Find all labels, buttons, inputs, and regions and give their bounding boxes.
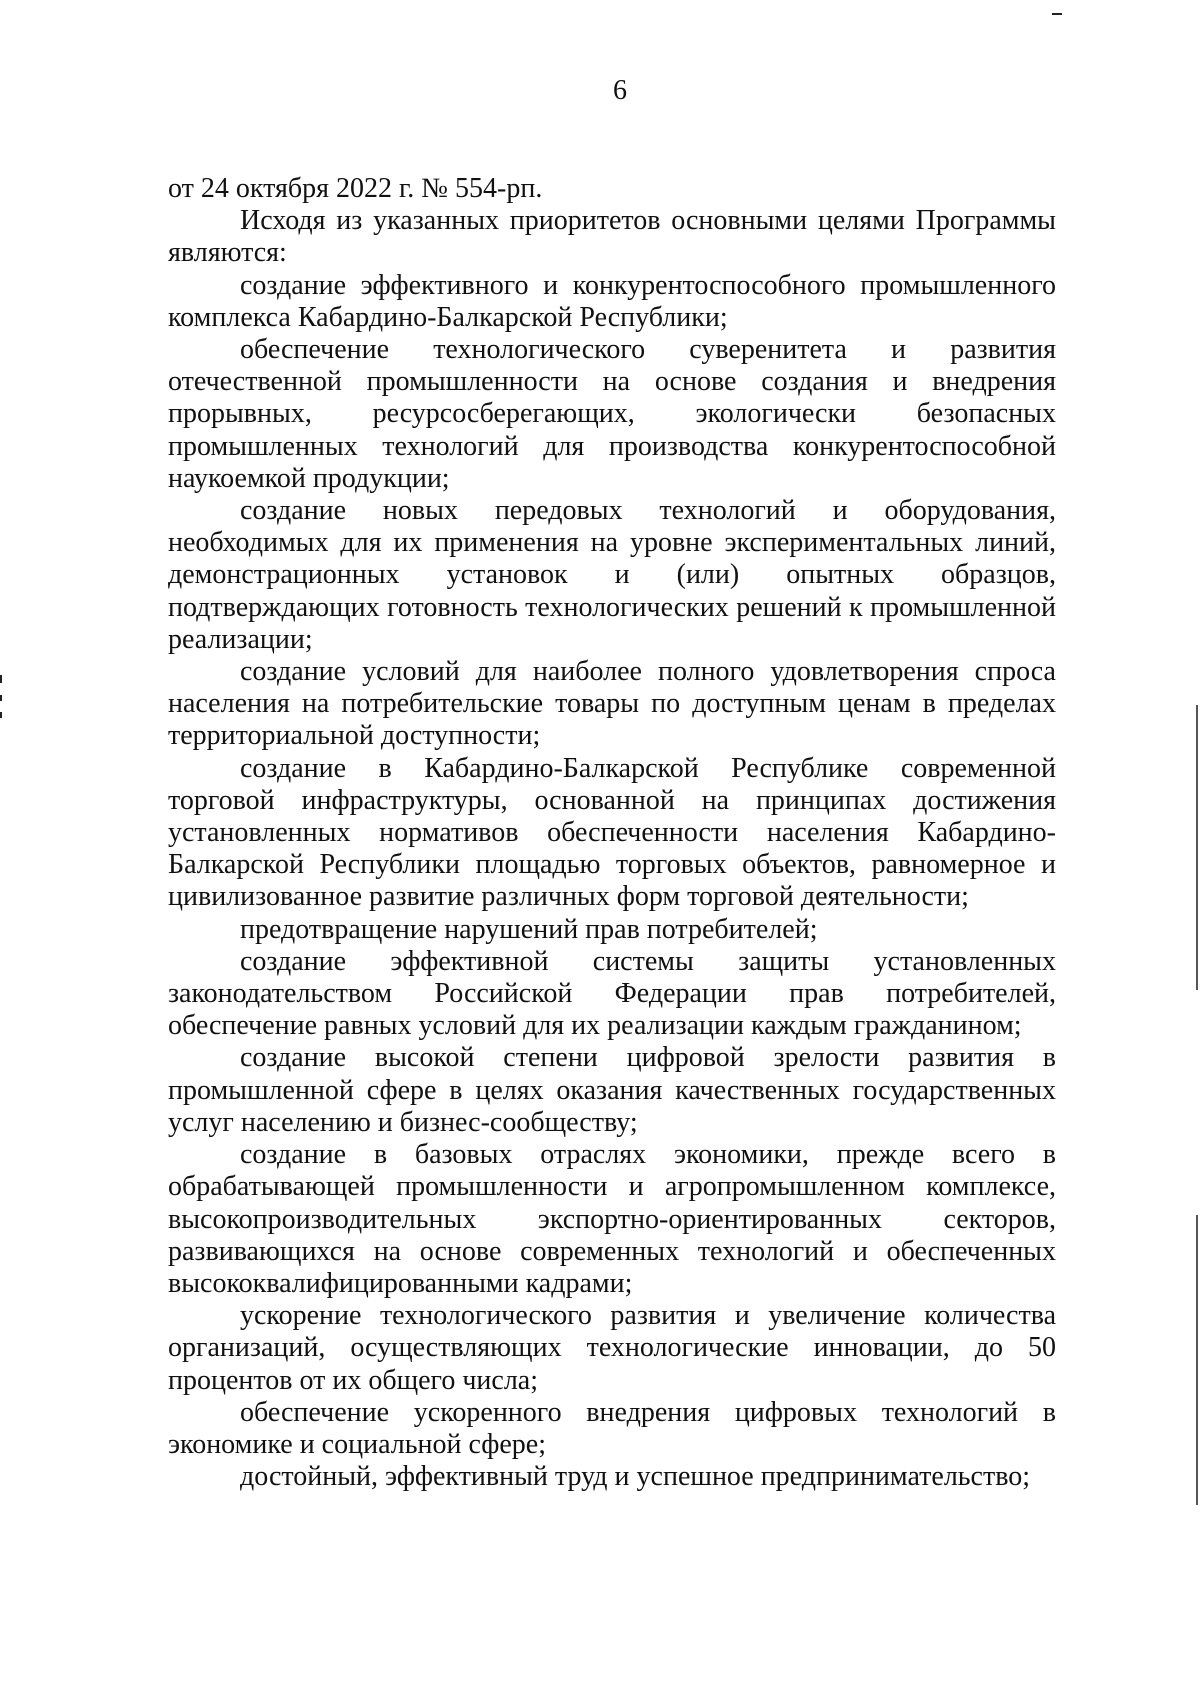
goal-item: создание условий для наиболее полного удовлетворения спроса населения на потребительские товары по доступным ценам в пределах территориальной доступности;	[168, 656, 1056, 752]
goal-item: обеспечение ускоренного внедрения цифровых технологий в экономике и социальной сфере;	[168, 1396, 1056, 1460]
document-body	[168, 173, 1056, 1493]
scan-artifact-right-edge-line	[1196, 705, 1198, 990]
goal-item: достойный, эффективный труд и успешное предпринимательство;	[240, 1461, 1031, 1493]
order-reference: от 24 октября 2022 г. № 554-рп.	[168, 173, 543, 204]
goal-item: создание новых передовых технологий и оборудования, необходимых для их применения на уровне экспериментальных линий, демонстрационных установок и (или) опытных образцов, подтверждающих готовность технологических решений к промышленной реализации;	[168, 495, 1056, 655]
scan-artifact-left-dot	[0, 695, 2, 701]
goal-item: создание в Кабардино-Балкарской Республике современной торговой инфраструктуры, основанной на принципах достижения установленных нормативов обеспеченности населения Кабардино-Балкарской Республики площадью торговых объектов, равномерное и цивилизованное развитие различных форм торговой деятельности;	[168, 752, 1056, 913]
goal-item: создание эффективного и конкурентоспособного промышленного комплекса Кабардино-Балкарской Республики;	[168, 269, 1056, 333]
scan-artifact-left-dot	[0, 712, 2, 718]
goal-item: обеспечение технологического суверенитета и развития отечественной промышленности на основе создания и внедрения прорывных, ресурсосберегающих, экологически безопасных промышленных технологий для производства конкурентоспособной наукоемкой продукции;	[168, 334, 1056, 494]
goal-item: ускорение технологического развития и увеличение количества организаций, осуществляющих технологические инновации, до 50 процентов от их общего числа;	[168, 1300, 1056, 1396]
goal-item: создание в базовых отраслях экономики, прежде всего в обрабатывающей промышленности и агропромышленном комплексе, высокопроизводительных экспортно-ориентированных секторов, развивающихся на основе современных технологий и обеспеченных высококвалифицированными кадрами;	[168, 1139, 1056, 1299]
goals-intro-paragraph: Исходя из указанных приоритетов основными целями Программы являются:	[168, 205, 1056, 269]
scan-artifact-right-edge-line	[1196, 1215, 1198, 1505]
page-number: 6	[613, 75, 627, 106]
goal-item: создание высокой степени цифровой зрелости развития в промышленной сфере в целях оказания качественных государственных услуг населению и бизнес-сообществу;	[168, 1042, 1056, 1138]
goal-item: создание эффективной системы защиты установленных законодательством Российской Федерации прав потребителей, обеспечение равных условий для их реализации каждым гражданином;	[168, 945, 1056, 1042]
goal-item: предотвращение нарушений прав потребителей;	[240, 913, 818, 945]
scan-artifact-left-dot	[0, 675, 2, 683]
scan-artifact-top-dash	[1052, 13, 1062, 15]
